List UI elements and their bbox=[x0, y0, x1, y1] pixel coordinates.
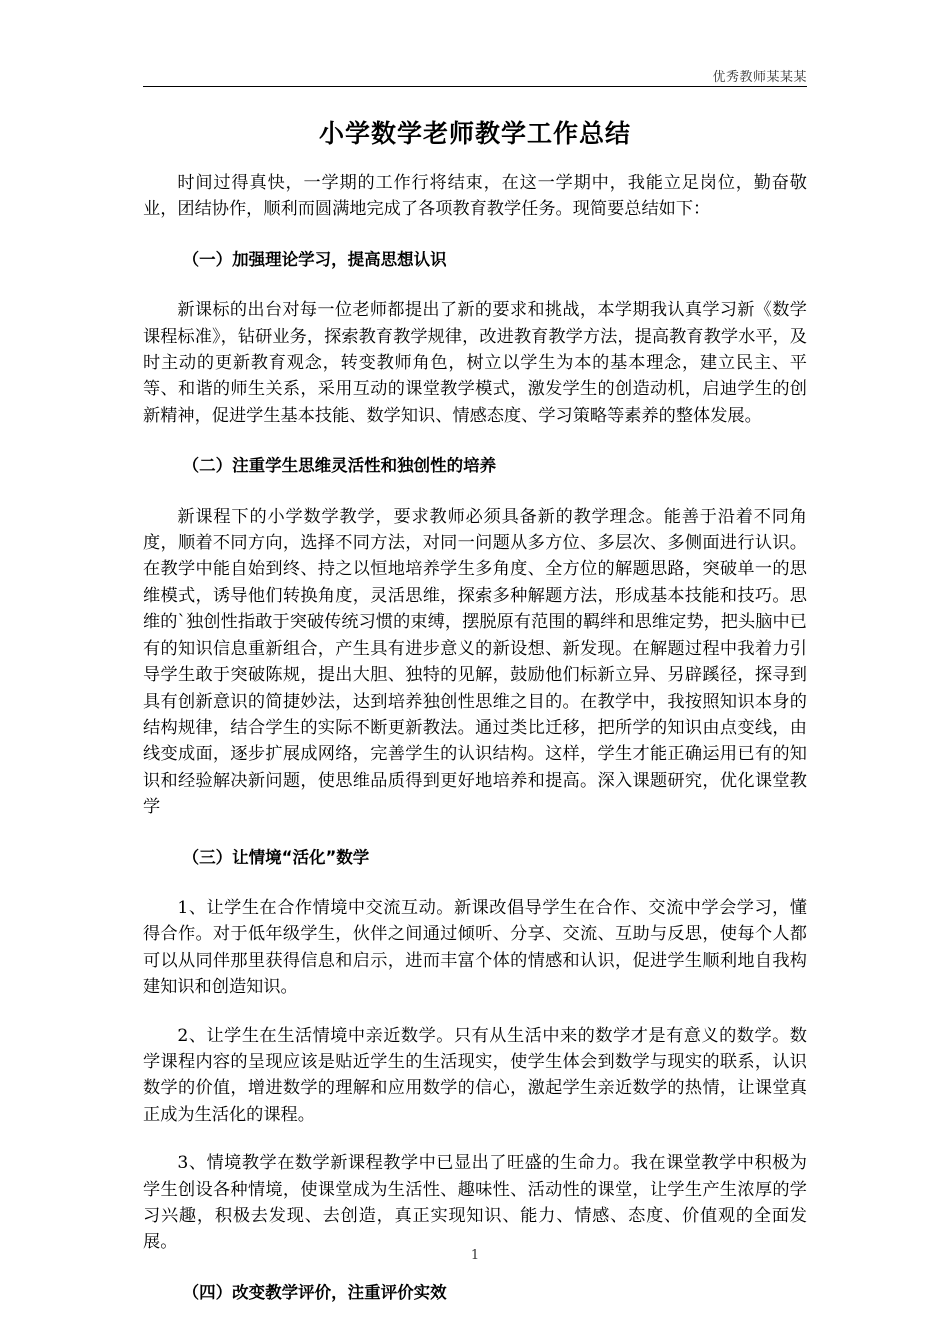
section-3-paragraph-2: 2、让学生在生活情境中亲近数学。只有从生活中来的数学才是有意义的数学。数学课程内容的呈现应该是贴近学生的生活现实，使学生体会到数学与现实的联系，认识数学的价值，增进数学的理解和应用数学的信心，激起学生亲近数学的热情，让课堂真正成为生活化的课程。 bbox=[143, 1025, 807, 1125]
document-body bbox=[143, 170, 807, 1306]
section-heading-2: （二）注重学生思维灵活性和独创性的培养 bbox=[182, 456, 497, 476]
section-3-paragraph-1: 1、让学生在合作情境中交流互动。新课改倡导学生在合作、交流中学会学习，懂得合作。对于低年级学生，伙伴之间通过倾听、分享、交流、互助与反思，使每个人都可以从同伴那里获得信息和启示，进而丰富个体的情感和认识，促进学生顺利地自我构建知识和创造知识。 bbox=[143, 897, 807, 998]
section-heading-4: （四）改变教学评价，注重评价实效 bbox=[182, 1282, 447, 1302]
section-2-paragraph-1: 新课程下的小学数学教学，要求教师必须具备新的教学理念。能善于沿着不同角度，顺着不同方向，选择不同方法，对同一问题从多方位、多层次、多侧面进行认识。在教学中能自始到终、持之以恒地培养学生多角度、全方位的解题思路，突破单一的思维模式，诱导他们转换角度，灵活思维，探索多种解题方法，形成基本技能和技巧。思维的`独创性指敢于突破传统习惯的束缚，摆脱原有范围的羁绊和思维定势，把头脑中已有的知识信息重新组合，产生具有进步意义的新设想、新发现。在解题过程中我着力引导学生敢于突破陈规，提出大胆、独特的见解，鼓励他们标新立异、另辟蹊径，探寻到具有创新意识的简捷妙法，达到培养独创性思维之目的。在教学中，我按照知识本身的结构规律，结合学生的实际不断更新教法。通过类比迁移，把所学的知识由点变线，由线变成面，逐步扩展成网络，完善学生的认识结构。这样，学生才能正确运用已有的知识和经验解决新问题，使思维品质得到更好地培养和提高。深入课题研究，优化课堂教学 bbox=[143, 506, 807, 818]
section-heading-3: （三）让情境“活化”数学 bbox=[182, 847, 370, 867]
header-divider bbox=[143, 86, 807, 87]
document-title: 小学数学老师教学工作总结 bbox=[318, 119, 631, 148]
section-heading-1: （一）加强理论学习，提高思想认识 bbox=[182, 249, 447, 269]
intro-paragraph: 时间过得真快，一学期的工作行将结束，在这一学期中，我能立足岗位，勤奋敬业，团结协作，顺利而圆满地完成了各项教育教学任务。现简要总结如下： bbox=[143, 173, 807, 220]
header-author-label: 优秀教师某某某 bbox=[712, 70, 807, 85]
page-number: 1 bbox=[470, 1248, 480, 1263]
section-3-paragraph-3: 3、情境教学在数学新课程教学中已显出了旺盛的生命力。我在课堂教学中积极为学生创设各种情境，使课堂成为生活性、趣味性、活动性的课堂，让学生产生浓厚的学习兴趣，积极去发现、去创造，真正实现知识、能力、情感、态度、价值观的全面发展。 bbox=[143, 1153, 807, 1253]
section-1-paragraph-1: 新课标的出台对每一位老师都提出了新的要求和挑战，本学期我认真学习新《数学课程标准》，钻研业务，探索教育教学规律，改进教育教学方法，提高教育教学水平，及时主动的更新教育观念，转变教师角色，树立以学生为本的基本理念，建立民主、平等、和谐的师生关系，采用互动的课堂教学模式，激发学生的创造动机，启迪学生的创新精神，促进学生基本技能、数学知识、情感态度、学习策略等素养的整体发展。 bbox=[143, 300, 807, 426]
